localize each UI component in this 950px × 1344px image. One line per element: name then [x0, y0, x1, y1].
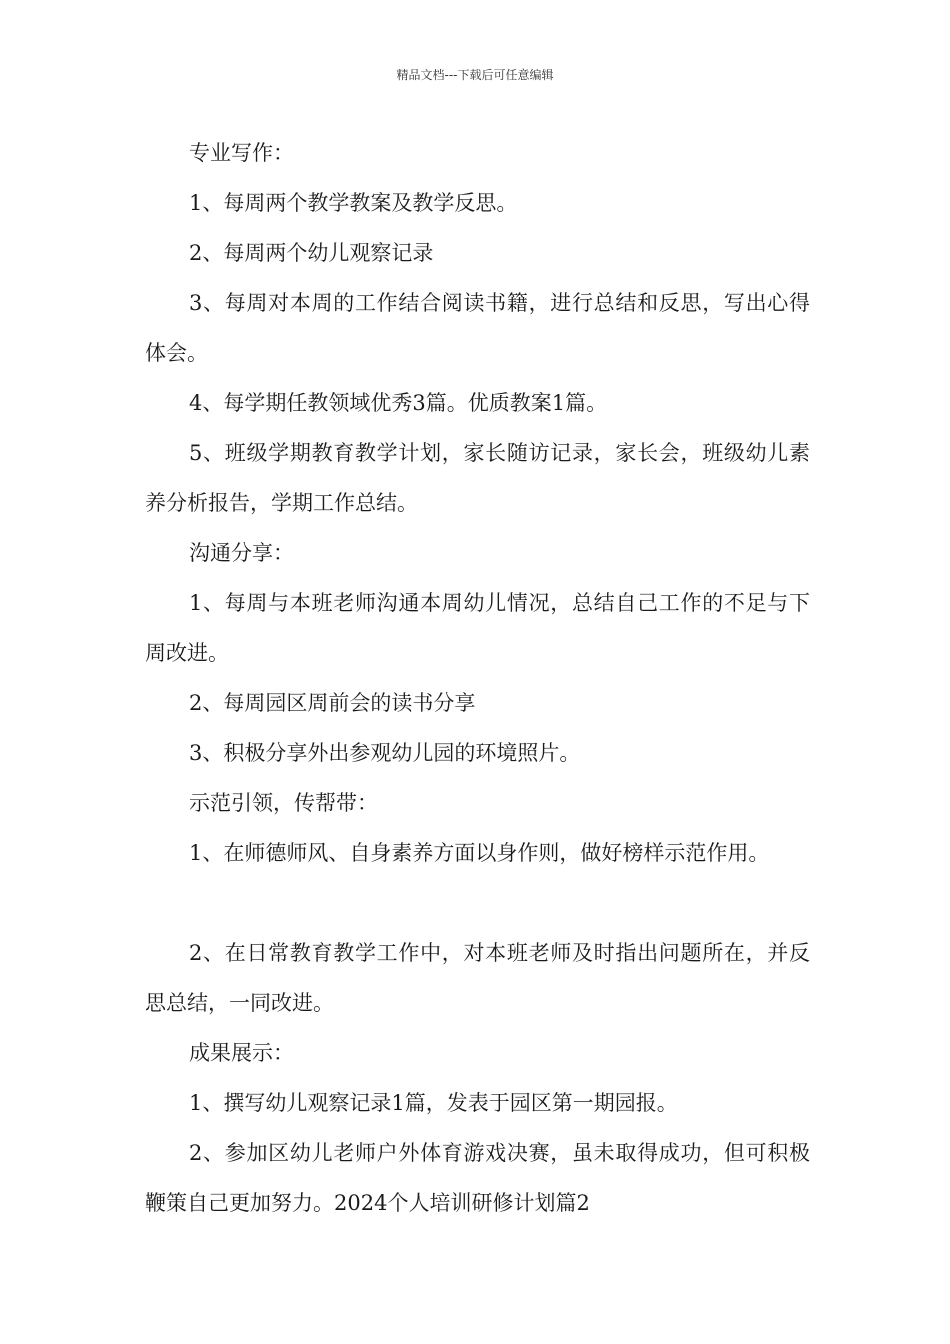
- list-item: 2、每周园区周前会的读书分享: [189, 691, 476, 715]
- document-body: [145, 128, 810, 1228]
- list-item: 2、每周两个幼儿观察记录: [189, 241, 434, 265]
- list-item: 1、每周两个教学教案及教学反思。: [189, 191, 518, 215]
- list-item: 4、每学期任教领域优秀3篇。优质教案1篇。: [189, 391, 608, 415]
- list-item: 3、积极分享外出参观幼儿园的环境照片。: [189, 741, 581, 765]
- section-heading-communication: 沟通分享：: [189, 541, 294, 565]
- list-item: 5、班级学期教育教学计划，家长随访记录，家长会，班级幼儿素养分析报告，学期工作总结。: [145, 441, 810, 515]
- list-item: 1、每周与本班老师沟通本周幼儿情况，总结自己工作的不足与下周改进。: [145, 591, 810, 665]
- list-item: 1、在师德师风、自身素养方面以身作则，做好榜样示范作用。: [189, 841, 770, 865]
- list-item: 3、每周对本周的工作结合阅读书籍，进行总结和反思，写出心得体会。: [145, 291, 810, 365]
- section-heading-results: 成果展示：: [189, 1041, 294, 1065]
- list-item: 2、参加区幼儿老师户外体育游戏决赛，虽未取得成功，但可积极鞭策自己更加努力。2024个人培训研修计划篇2: [145, 1141, 810, 1215]
- section-heading-mentoring: 示范引领，传帮带：: [189, 791, 378, 815]
- blank-line: [145, 878, 810, 928]
- page-header: 精品文档---下载后可任意编辑: [396, 68, 554, 82]
- list-item: 2、在日常教育教学工作中，对本班老师及时指出问题所在，并反思总结，一同改进。: [145, 941, 810, 1015]
- list-item: 1、撰写幼儿观察记录1篇，发表于园区第一期园报。: [189, 1091, 678, 1115]
- section-heading-writing: 专业写作：: [189, 141, 294, 165]
